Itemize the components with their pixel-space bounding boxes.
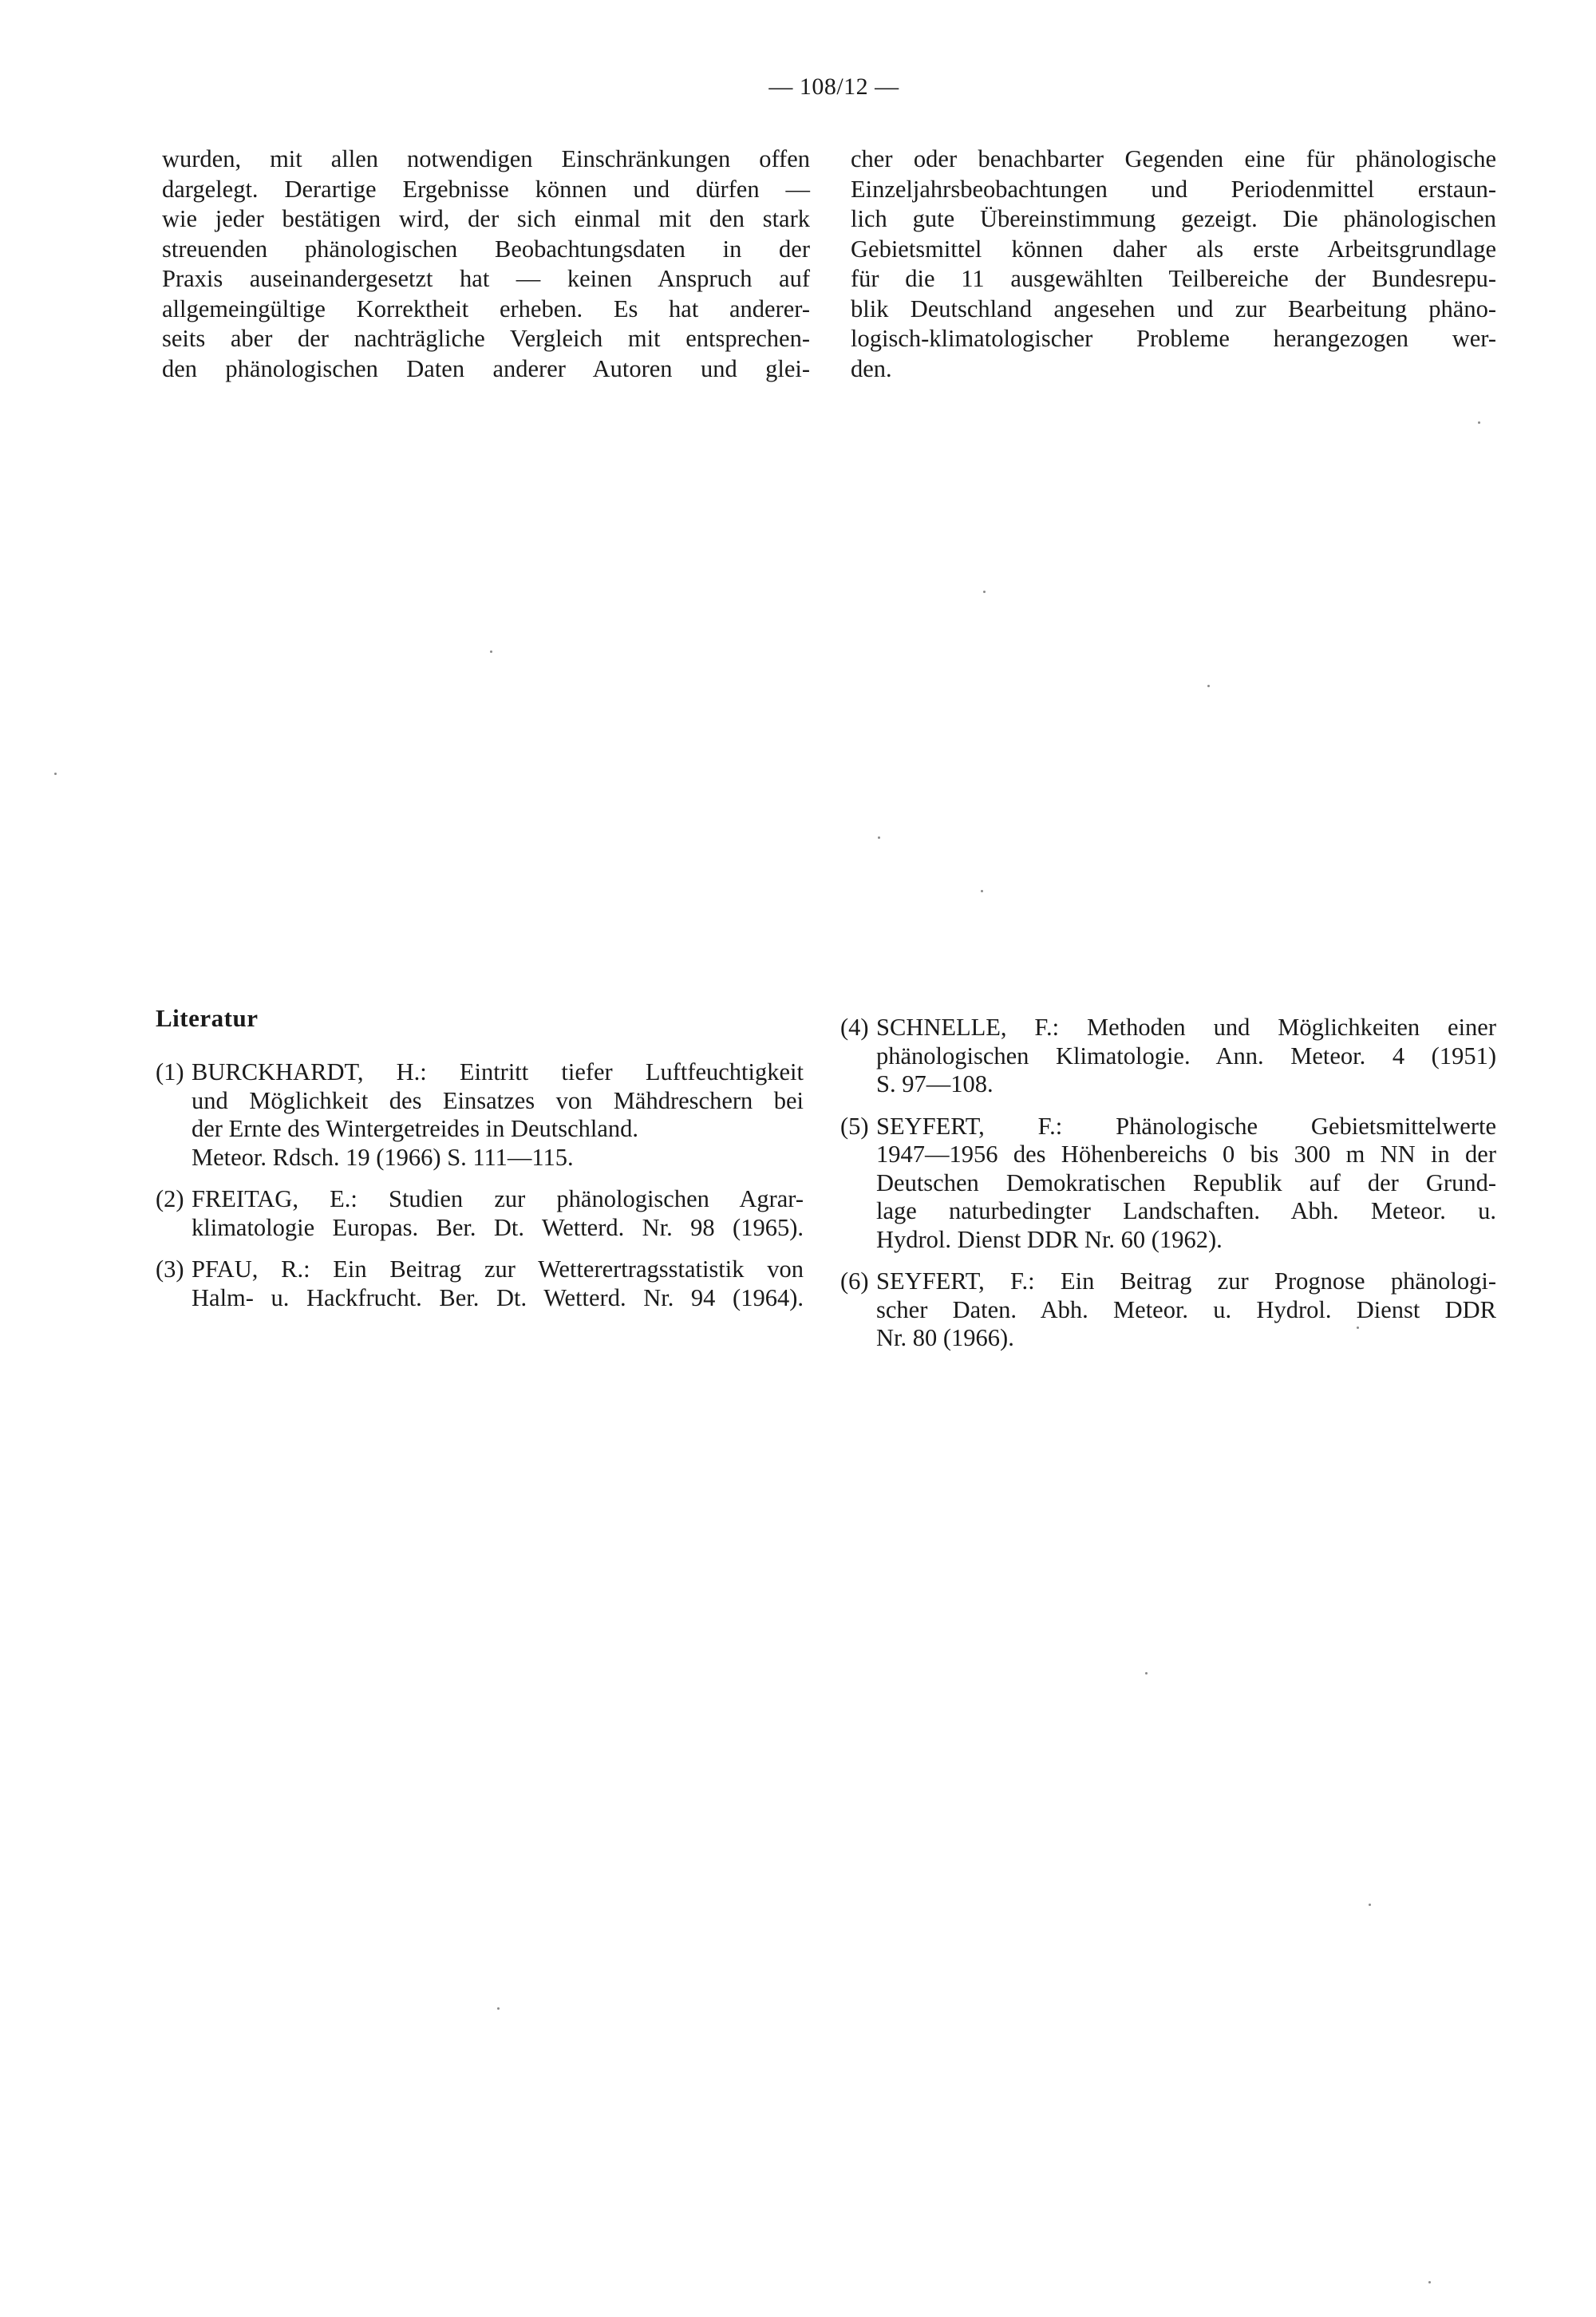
scan-speck [1207, 685, 1210, 687]
reference-item [840, 1014, 1496, 1099]
body-line: den phänologischen Daten anderer Autoren und glei- [162, 354, 810, 382]
scan-speck [490, 650, 492, 653]
scan-speck [54, 773, 57, 775]
reference-line: PFAU, R.: Ein Beitrag zur Wetterertragsstatistik von [192, 1255, 804, 1283]
reference-line: scher Daten. Abh. Meteor. u. Hydrol. Dienst DDR [876, 1295, 1496, 1323]
reference-line: Meteor. Rdsch. 19 (1966) S. 111—115. [192, 1143, 574, 1171]
reference-number: (1) [156, 1058, 184, 1085]
body-line: wurden, mit allen notwendigen Einschränkungen offen [162, 145, 810, 172]
body-line: Praxis auseinandergesetzt hat — keinen Anspruch auf [162, 265, 810, 292]
scan-speck [983, 591, 986, 593]
body-line: blik Deutschland angesehen und zur Bearbeitung phäno- [851, 295, 1496, 322]
reference-item [156, 1255, 804, 1312]
body-line: Gebietsmittel können daher als erste Arbeitsgrundlage [851, 235, 1496, 263]
reference-line: klimatologie Europas. Ber. Dt. Wetterd. Nr. 98 (1965). [192, 1213, 804, 1241]
reference-line: Halm- u. Hackfrucht. Ber. Dt. Wetterd. Nr. 94 (1964). [192, 1283, 804, 1311]
reference-line: der Ernte des Wintergetreides in Deutschland. [192, 1115, 639, 1142]
scan-speck [1145, 1672, 1148, 1674]
body-line: cher oder benachbarter Gegenden eine für phänologische [851, 145, 1496, 172]
reference-item [840, 1113, 1496, 1255]
body-line: seits aber der nachträgliche Vergleich mit entsprechen- [162, 325, 810, 352]
body-line: dargelegt. Derartige Ergebnisse können und dürfen — [162, 175, 810, 203]
reference-item [156, 1058, 804, 1172]
references-right-column [840, 1014, 1496, 1366]
references-left-column [156, 1058, 804, 1326]
page-number: — 108/12 — [768, 73, 899, 100]
scan-speck [1478, 421, 1480, 424]
body-line: lich gute Übereinstimmung gezeigt. Die phänologischen [851, 205, 1496, 232]
reference-line: Deutschen Demokratischen Republik auf der Grund- [876, 1168, 1496, 1196]
reference-number: (5) [840, 1112, 869, 1140]
body-line: logisch-klimatologischer Probleme herangezogen wer- [851, 325, 1496, 352]
reference-line: Hydrol. Dienst DDR Nr. 60 (1962). [876, 1225, 1223, 1253]
reference-line: BURCKHARDT, H.: Eintritt tiefer Luftfeuchtigkeit [192, 1058, 804, 1085]
reference-item [156, 1185, 804, 1242]
reference-number: (4) [840, 1014, 869, 1041]
reference-line: und Möglichkeit des Einsatzes von Mähdreschern bei [192, 1086, 804, 1114]
body-text-right-column [851, 144, 1496, 384]
reference-line: FREITAG, E.: Studien zur phänologischen Agrar- [192, 1185, 804, 1212]
reference-line: SEYFERT, F.: Phänologische Gebietsmittelwerte [876, 1112, 1496, 1140]
scan-speck [1428, 2281, 1431, 2283]
reference-line: phänologischen Klimatologie. Ann. Meteor. 4 (1951) [876, 1042, 1496, 1070]
scan-speck [981, 890, 983, 892]
body-line: Einzeljahrsbeobachtungen und Periodenmittel erstaun- [851, 175, 1496, 203]
reference-line: 1947—1956 des Höhenbereichs 0 bis 300 m NN in der [876, 1141, 1496, 1168]
reference-line: SCHNELLE, F.: Methoden und Möglichkeiten einer [876, 1014, 1496, 1041]
reference-line: S. 97—108. [876, 1070, 994, 1097]
body-line: streuenden phänologischen Beobachtungsdaten in der [162, 235, 810, 263]
reference-line: Nr. 80 (1966). [876, 1324, 1014, 1351]
scan-speck [878, 836, 880, 839]
reference-line: SEYFERT, F.: Ein Beitrag zur Prognose phänologi- [876, 1267, 1496, 1295]
reference-line: lage naturbedingter Landschaften. Abh. Meteor. u. [876, 1197, 1496, 1224]
literature-heading: Literatur [156, 1004, 259, 1032]
body-line: den. [851, 354, 892, 382]
body-text-left-column [162, 144, 810, 384]
body-line: für die 11 ausgewählten Teilbereiche der Bundesrepu- [851, 265, 1496, 292]
scan-speck [1357, 1327, 1359, 1329]
reference-item [840, 1267, 1496, 1353]
reference-number: (3) [156, 1255, 184, 1283]
reference-number: (2) [156, 1185, 184, 1212]
scan-speck [1369, 1904, 1371, 1906]
scan-speck [497, 2007, 500, 2010]
reference-number: (6) [840, 1267, 869, 1295]
body-line: wie jeder bestätigen wird, der sich einmal mit den stark [162, 205, 810, 232]
body-line: allgemeingültige Korrektheit erheben. Es hat anderer- [162, 295, 810, 322]
